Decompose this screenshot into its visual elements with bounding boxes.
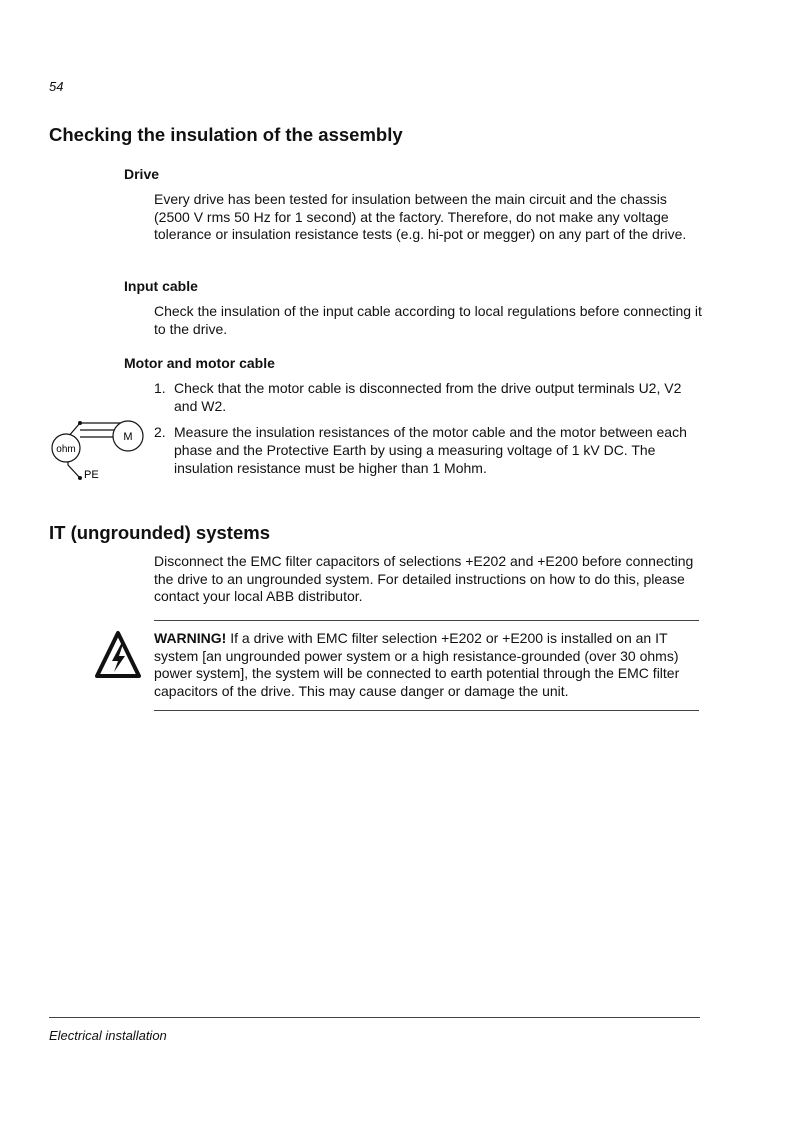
warning-label: WARNING! (154, 630, 227, 646)
warning-paragraph (154, 630, 699, 700)
footer-text: Electrical installation (49, 1028, 167, 1043)
subheading-input-cable: Input cable (124, 278, 198, 294)
list-item-step-1 (154, 379, 704, 415)
ohm-meter-label: ohm (56, 444, 76, 455)
page-number: 54 (49, 79, 64, 94)
warning-text: If a drive with EMC filter selection +E202 or +E200 is installed on an IT system [an ungrounded power system or a high resistance-grounded (over 30 ohms) power system], the system will be connected to earth potential through the EMC filter capacitors of the drive. This may cause danger or damage the unit. (154, 630, 680, 699)
motor-label: M (123, 431, 133, 443)
footer-rule (49, 1017, 700, 1018)
list-item-step-2 (154, 423, 704, 477)
section-title-insulation: Checking the insulation of the assembly (49, 124, 403, 145)
subheading-drive: Drive (124, 166, 160, 182)
it-systems-paragraph: Disconnect the EMC filter capacitors of selections +E202 and +E200 before connecting the drive to an ungrounded system. For detailed instructions on how to do this, please contact your local ABB distributor. (154, 553, 694, 604)
step-number: 2. (154, 424, 166, 440)
insulation-measurement-diagram (50, 415, 155, 485)
warning-top-rule (154, 620, 699, 621)
subheading-motor-cable: Motor and motor cable (124, 355, 275, 371)
section-title-it-systems: IT (ungrounded) systems (49, 522, 270, 543)
drive-paragraph: Every drive has been tested for insulation between the main circuit and the chassis (2500 V rms 50 Hz for 1 second) at the factory. Therefore, do not make any voltage tolerance or insulation resistance tests (e.g. hi-pot or megger) on any part of the drive. (154, 191, 687, 242)
electrical-hazard-warning-icon (94, 630, 142, 680)
step-text: Check that the motor cable is disconnected from the drive output terminals U2, V2 and W2. (174, 380, 682, 414)
step-number: 1. (154, 380, 166, 396)
warning-bottom-rule (154, 710, 699, 711)
input-cable-paragraph: Check the insulation of the input cable according to local regulations before connecting it to the drive. (154, 303, 702, 337)
pe-label: PE (84, 469, 99, 481)
step-text: Measure the insulation resistances of the motor cable and the motor between each phase and the Protective Earth by using a measuring voltage of 1 kV DC. The insulation resistance must be higher than 1 Mohm. (174, 424, 687, 476)
